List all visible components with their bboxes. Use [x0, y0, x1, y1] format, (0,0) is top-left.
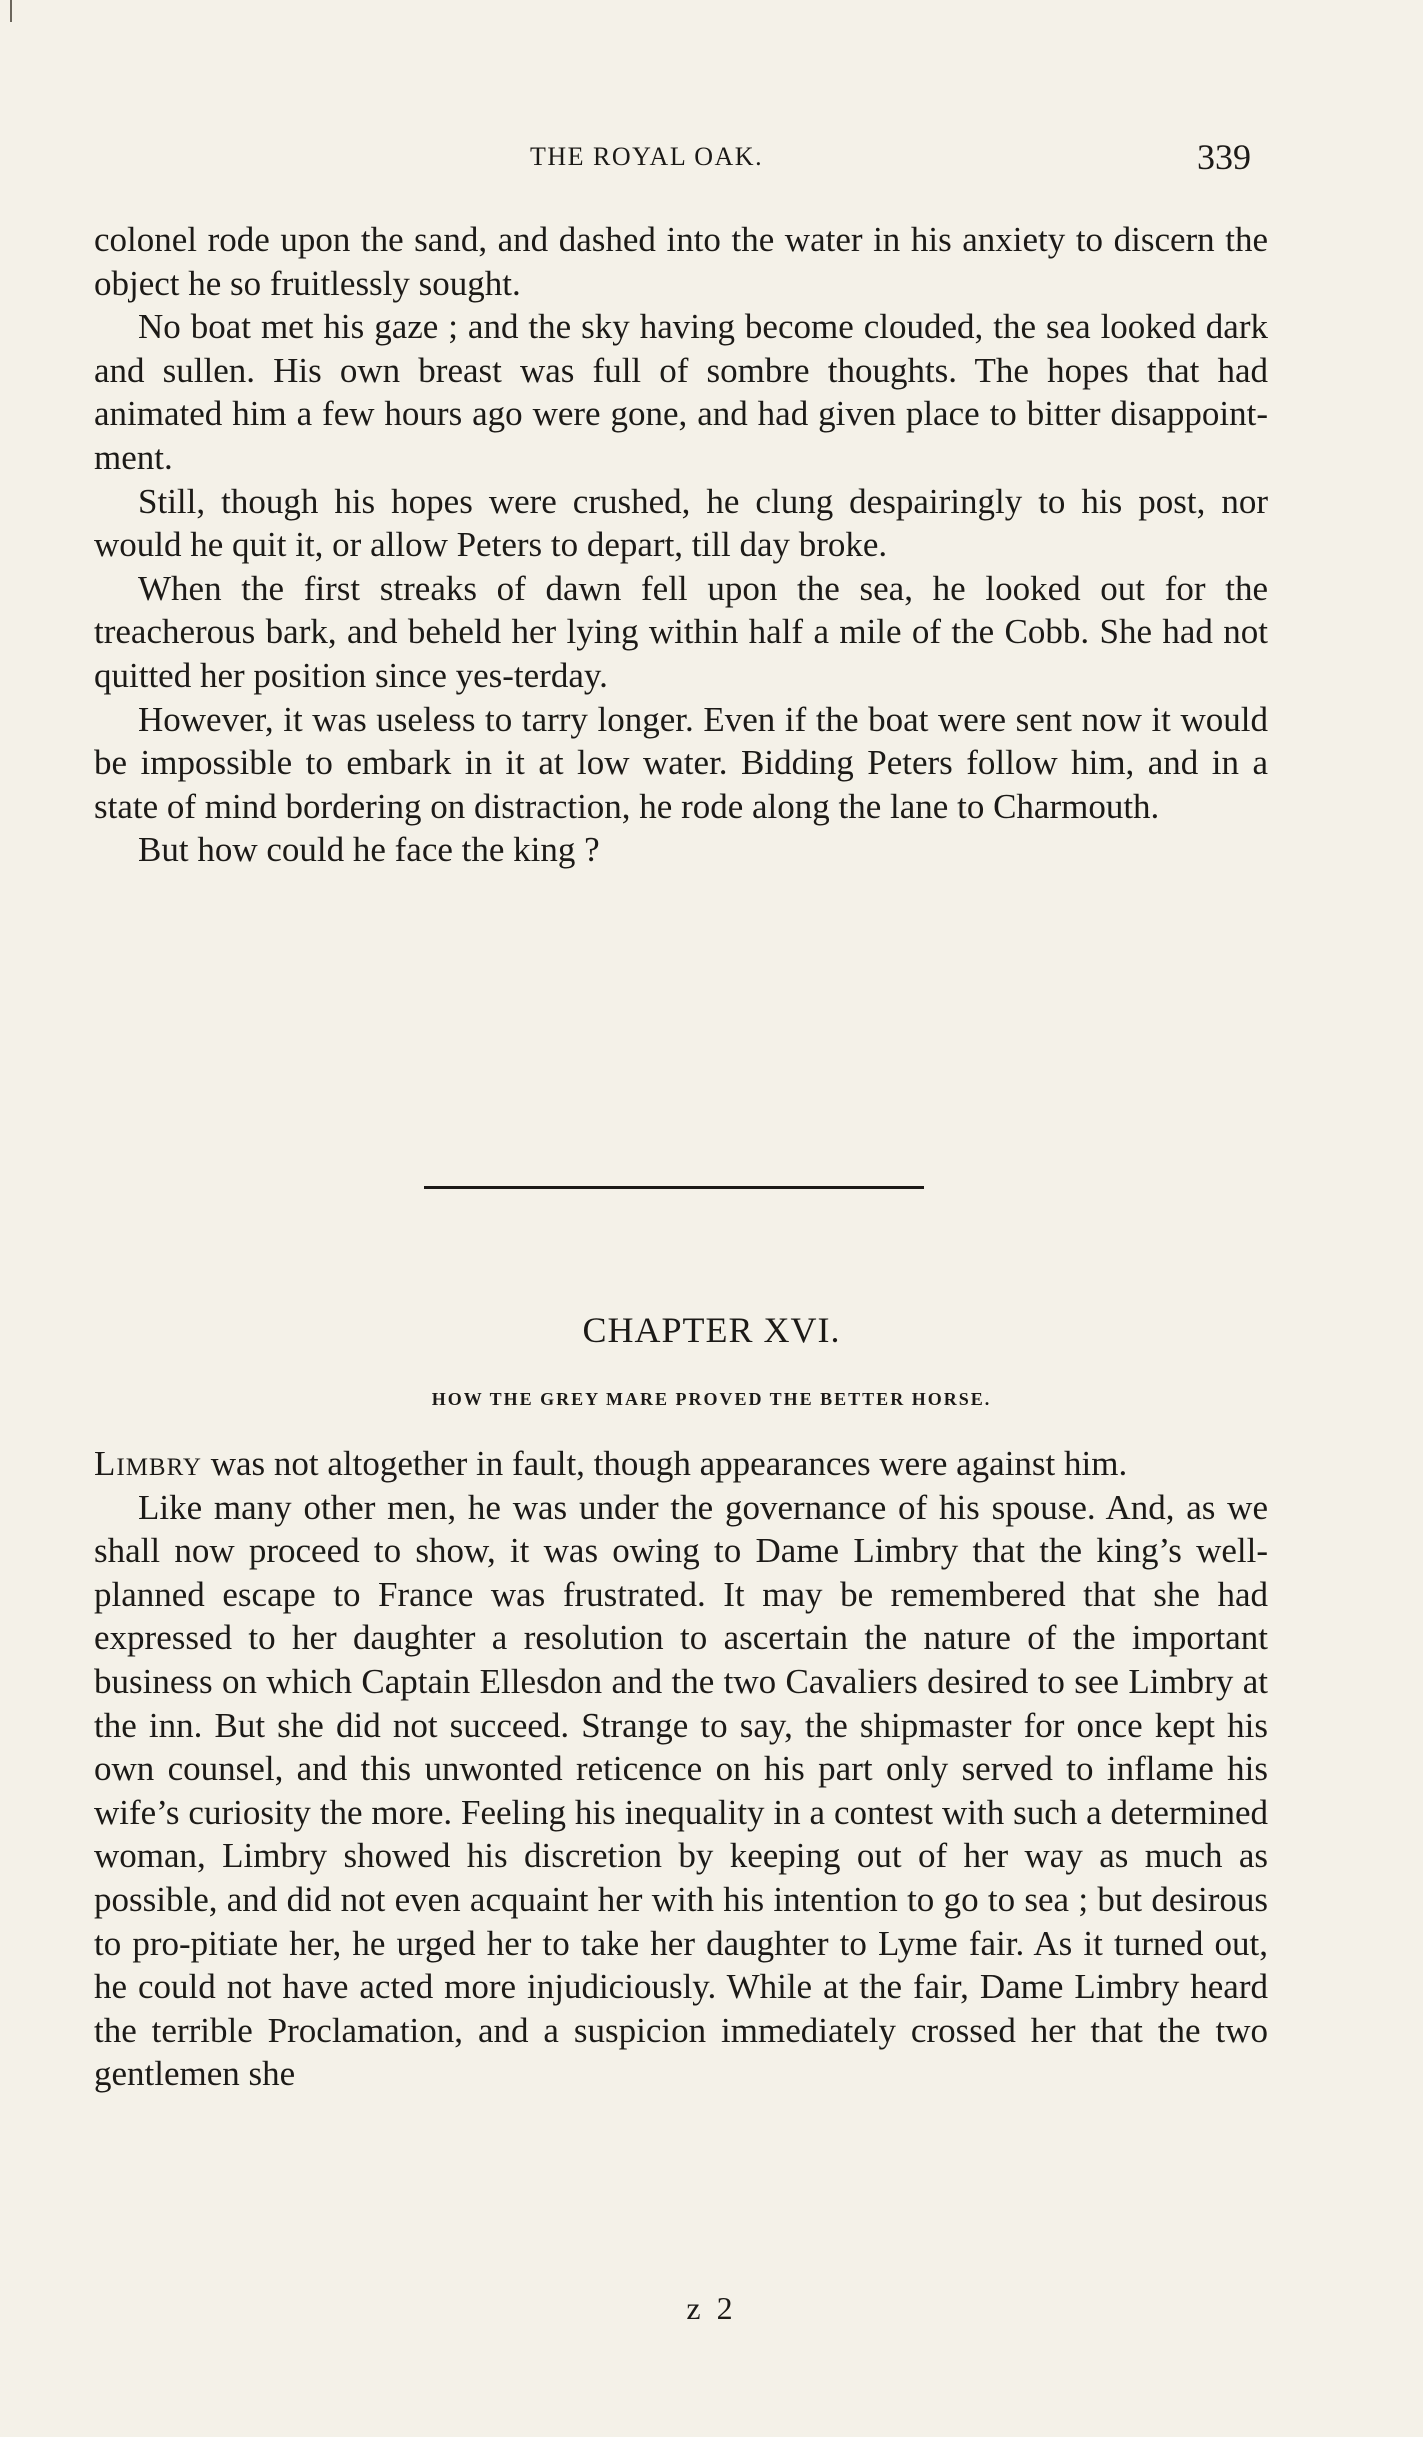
paragraph: colonel rode upon the sand, and dashed into the water in his anxiety to discern the object he so fruitlessly sought.: [94, 220, 1268, 303]
chapter-first-word: Limbry: [94, 1444, 202, 1483]
paragraph: Like many other men, he was under the governance of his spouse. And, as we shall now proceed to show, it was owing to Dame Limbry that the king’s well-planned escape to France was frustrated. It may be remembered that she had expressed to her daughter a resolution to ascertain the nature of the important business on which Captain Ellesdon and the two Cavaliers desired to see Limbry at the inn. But she did not succeed. Strange to say, the shipmaster for once kept his own counsel, and this unwonted reticence on his part only served to inflame his wife’s curiosity the more. Feeling his inequality in a contest with such a determined woman, Limbry showed his discretion by keeping out of her way as much as possible, and did not even acquaint her with his intention to go to sea ; but desirous to pro-pitiate her, he urged her to take her daughter to Lyme fair. As it turned out, he could not have acted more injudiciously. While at the fair, Dame Limbry heard the terrible Proclamation, and a suspicion immediately crossed her that the two gentlemen she: [94, 1487, 1268, 2094]
page-number: 339: [1197, 137, 1251, 177]
chapter-subtitle: HOW THE GREY MARE PROVED THE BETTER HORSE.: [431, 1389, 992, 1409]
opening-paragraph: [94, 1442, 1268, 1486]
paragraph: When the first streaks of dawn fell upon the sea, he looked out for the treacherous bark, and beheld her lying within half a mile of the Cobb. She had not quitted her position since yes-terday.: [94, 568, 1268, 695]
running-head: [0, 136, 1423, 176]
binding-mark: [10, 0, 12, 22]
paragraph: However, it was useless to tarry longer. Even if the boat were sent now it would be impossible to embark in it at low water. Bidding Peters follow him, and in a state of mind bordering on distraction, he rode along the lane to Charmouth.: [94, 699, 1268, 826]
chapter-title: CHAPTER XVI.: [582, 1310, 841, 1350]
paragraph: Still, though his hopes were crushed, he clung despairingly to his post, nor would he quit it, or allow Peters to depart, till day broke.: [94, 481, 1268, 565]
opening-paragraph-rest: was not altogether in fault, though appearances were against him.: [201, 1444, 1128, 1483]
paragraph: But how could he face the king ?: [138, 830, 600, 870]
running-title: THE ROYAL OAK.: [530, 142, 764, 171]
paragraph: No boat met his gaze ; and the sky having become clouded, the sea looked dark and sullen. His own breast was full of sombre thoughts. The hopes that had animated him a few hours ago were gone, and had given place to bitter disappoint-ment.: [94, 307, 1268, 477]
section-divider: [424, 1186, 924, 1189]
signature-mark: z 2: [686, 2290, 737, 2326]
chapter-end-text: [94, 218, 1268, 872]
chapter-text: [94, 1442, 1268, 2096]
